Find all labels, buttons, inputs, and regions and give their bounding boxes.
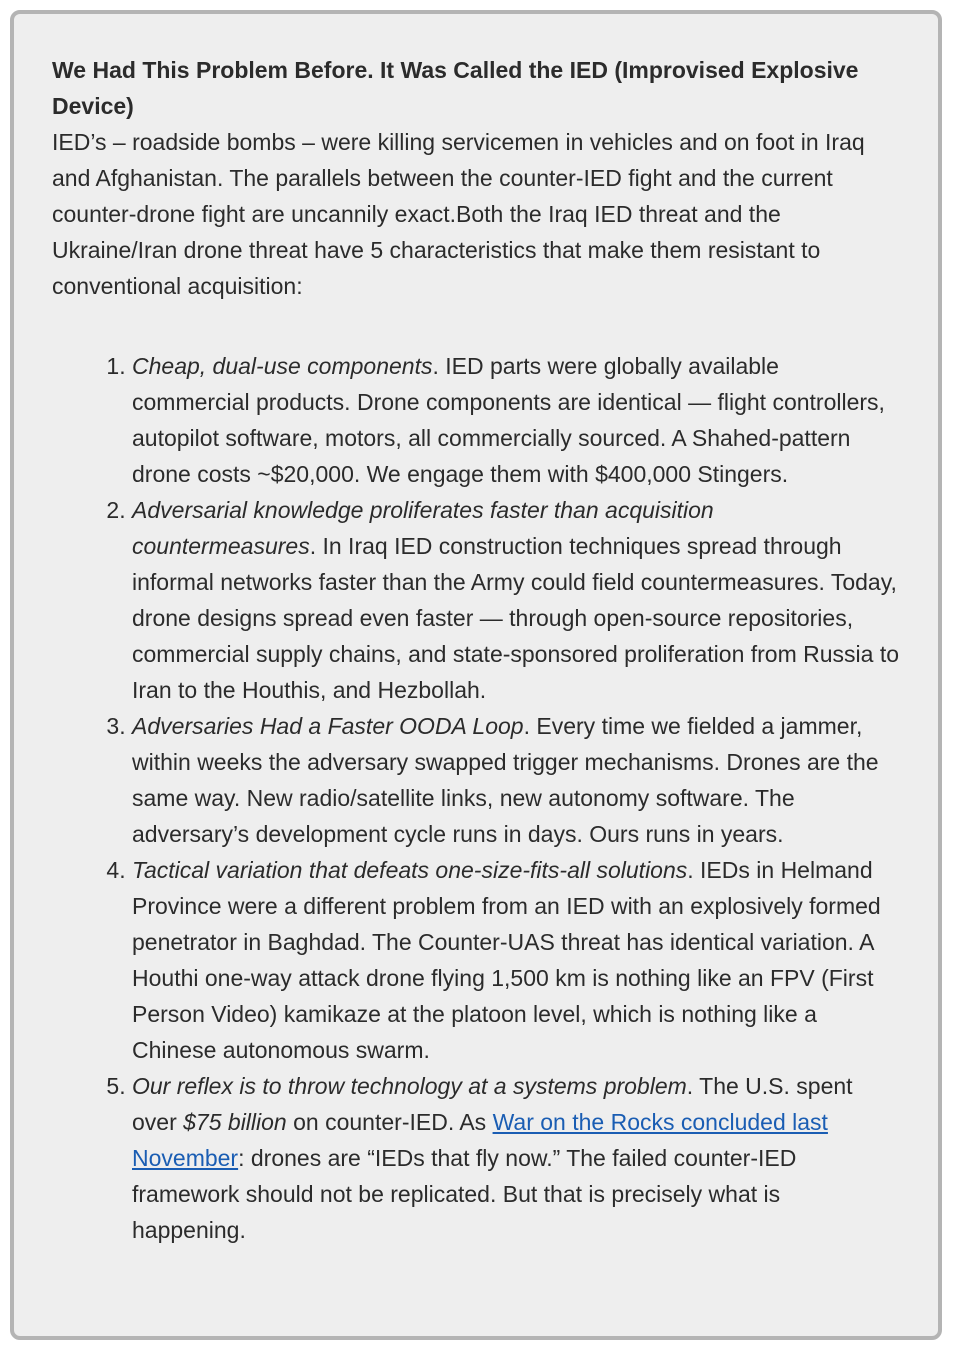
section-heading: We Had This Problem Before. It Was Called the IED (Improvised Explosive Device) xyxy=(52,57,859,119)
item-title: Tactical variation that defeats one-size-fits-all solutions xyxy=(132,857,688,883)
item-text: . Every time we fielded a jammer, within weeks the adversary swapped trigger mechanisms. Drones are the same way. New radio/satellite links, new autonomy software. The adversary’s development cycle runs in days. Ours runs in years. xyxy=(132,713,879,847)
characteristics-list xyxy=(52,348,900,1248)
item-text: . IED parts were globally available commercial products. Drone components are identical — flight controllers, autopilot software, motors, all commercially sourced. A Shahed-pattern drone costs ~$20,000. We engage them with $400,000 Stingers. xyxy=(132,353,885,487)
war-on-the-rocks-link[interactable]: War on the Rocks concluded last November xyxy=(132,1109,828,1171)
intro-paragraph: IED’s – roadside bombs – were killing servicemen in vehicles and on foot in Iraq and Afghanistan. The parallels between the counter-IED fight and the current counter-drone fight are uncannily exact.Both the Iraq IED threat and the Ukraine/Iran drone threat have 5 characteristics that make them resistant to conventional acquisition: xyxy=(52,129,865,299)
list-item xyxy=(132,708,900,852)
list-item xyxy=(132,348,900,492)
list-item xyxy=(132,852,900,1068)
article-excerpt-box xyxy=(10,10,942,1340)
item-text: : drones are “IEDs that fly now.” The failed counter-IED framework should not be replicated. But that is precisely what is happening. xyxy=(132,1145,797,1243)
item-text: . In Iraq IED construction techniques spread through informal networks faster than the Army could field countermeasures. Today, drone designs spread even faster — through open-source repositories, commercial supply chains, and state-sponsored proliferation from Russia to Iran to the Houthis, and Hezbollah. xyxy=(132,533,900,703)
item-text: . The U.S. spent over xyxy=(132,1073,853,1135)
item-title: Adversarial knowledge proliferates faster than acquisition countermeasures xyxy=(132,497,714,559)
list-item xyxy=(132,492,900,708)
spending-amount: $75 billion xyxy=(183,1109,287,1135)
item-text: . IEDs in Helmand Province were a different problem from an IED with an explosively formed penetrator in Baghdad. The Counter-UAS threat has identical variation. A Houthi one-way attack drone flying 1,500 km is nothing like an FPV (First Person Video) kamikaze at the platoon level, which is nothing like a Chinese autonomous swarm. xyxy=(132,857,881,1063)
list-item xyxy=(132,1068,900,1248)
item-title: Our reflex is to throw technology at a systems problem xyxy=(132,1073,687,1099)
item-text: on counter-IED. As xyxy=(286,1109,493,1135)
item-title: Cheap, dual-use components xyxy=(132,353,433,379)
item-title: Adversaries Had a Faster OODA Loop xyxy=(132,713,524,739)
